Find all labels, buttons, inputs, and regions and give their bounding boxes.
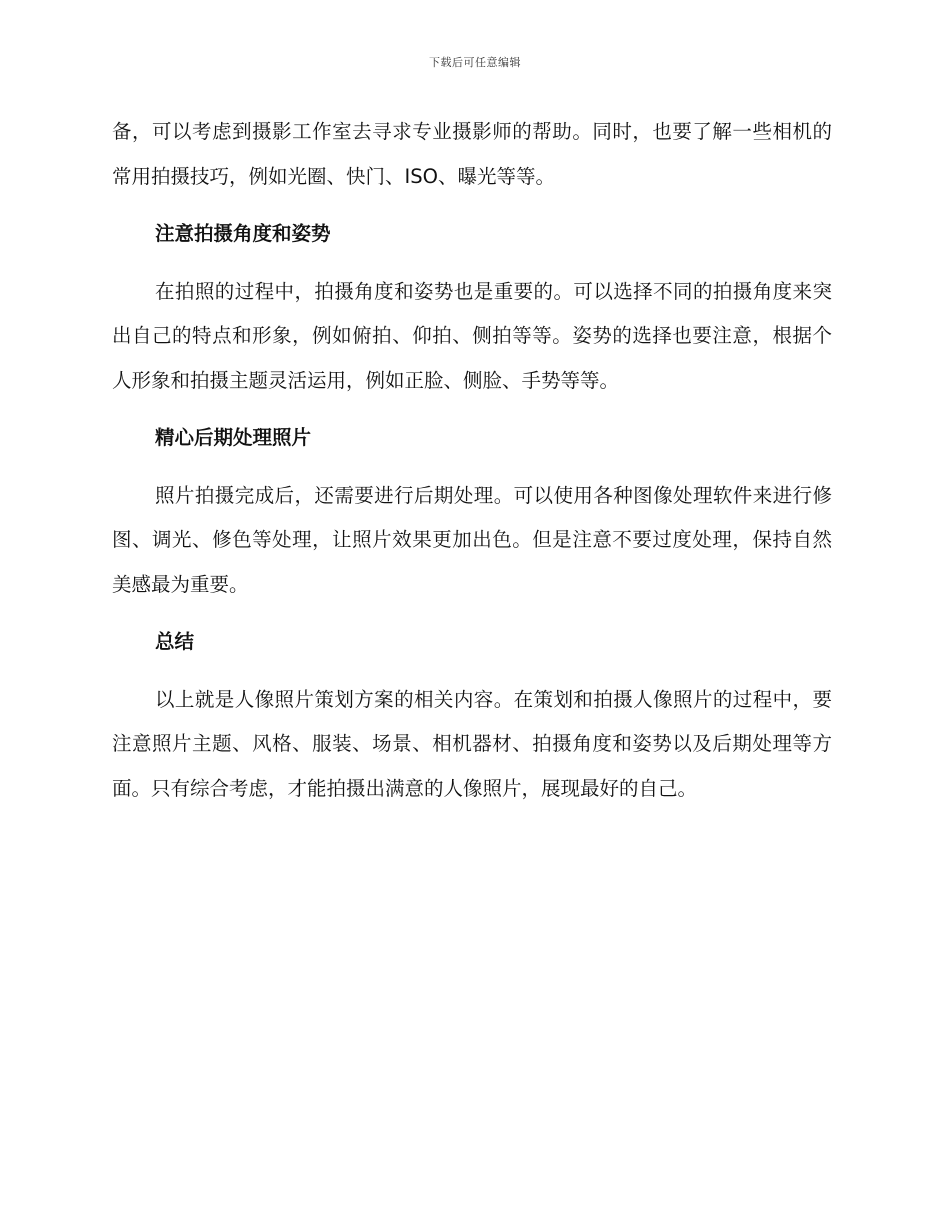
document-body xyxy=(112,110,832,811)
section-heading-summary: 总结 xyxy=(155,630,195,653)
section-body-angle-pose: 在拍照的过程中，拍摄角度和姿势也是重要的。可以选择不同的拍摄角度来突出自己的特点和形象，例如俯拍、仰拍、侧拍等等。姿势的选择也要注意，根据个人形象和拍摄主题灵活运用，例如正脸、侧脸、手势等等。 xyxy=(112,279,832,392)
intro-paragraph: 备，可以考虑到摄影工作室去寻求专业摄影师的帮助。同时，也要了解一些相机的常用拍摄技巧，例如光圈、快门、ISO、曝光等等。 xyxy=(112,120,832,188)
section-heading-angle-pose: 注意拍摄角度和姿势 xyxy=(155,222,331,245)
section-body-summary: 以上就是人像照片策划方案的相关内容。在策划和拍摄人像照片的过程中，要注意照片主题、风格、服装、场景、相机器材、拍摄角度和姿势以及后期处理等方面。只有综合考虑，才能拍摄出满意的人像照片，展现最好的自己。 xyxy=(112,687,832,800)
section-body-post-processing: 照片拍摄完成后，还需要进行后期处理。可以使用各种图像处理软件来进行修图、调光、修色等处理，让照片效果更加出色。但是注意不要过度处理，保持自然美感最为重要。 xyxy=(112,483,832,596)
section-heading-post-processing: 精心后期处理照片 xyxy=(155,426,312,449)
page-header: 下载后可任意编辑 xyxy=(429,56,521,69)
